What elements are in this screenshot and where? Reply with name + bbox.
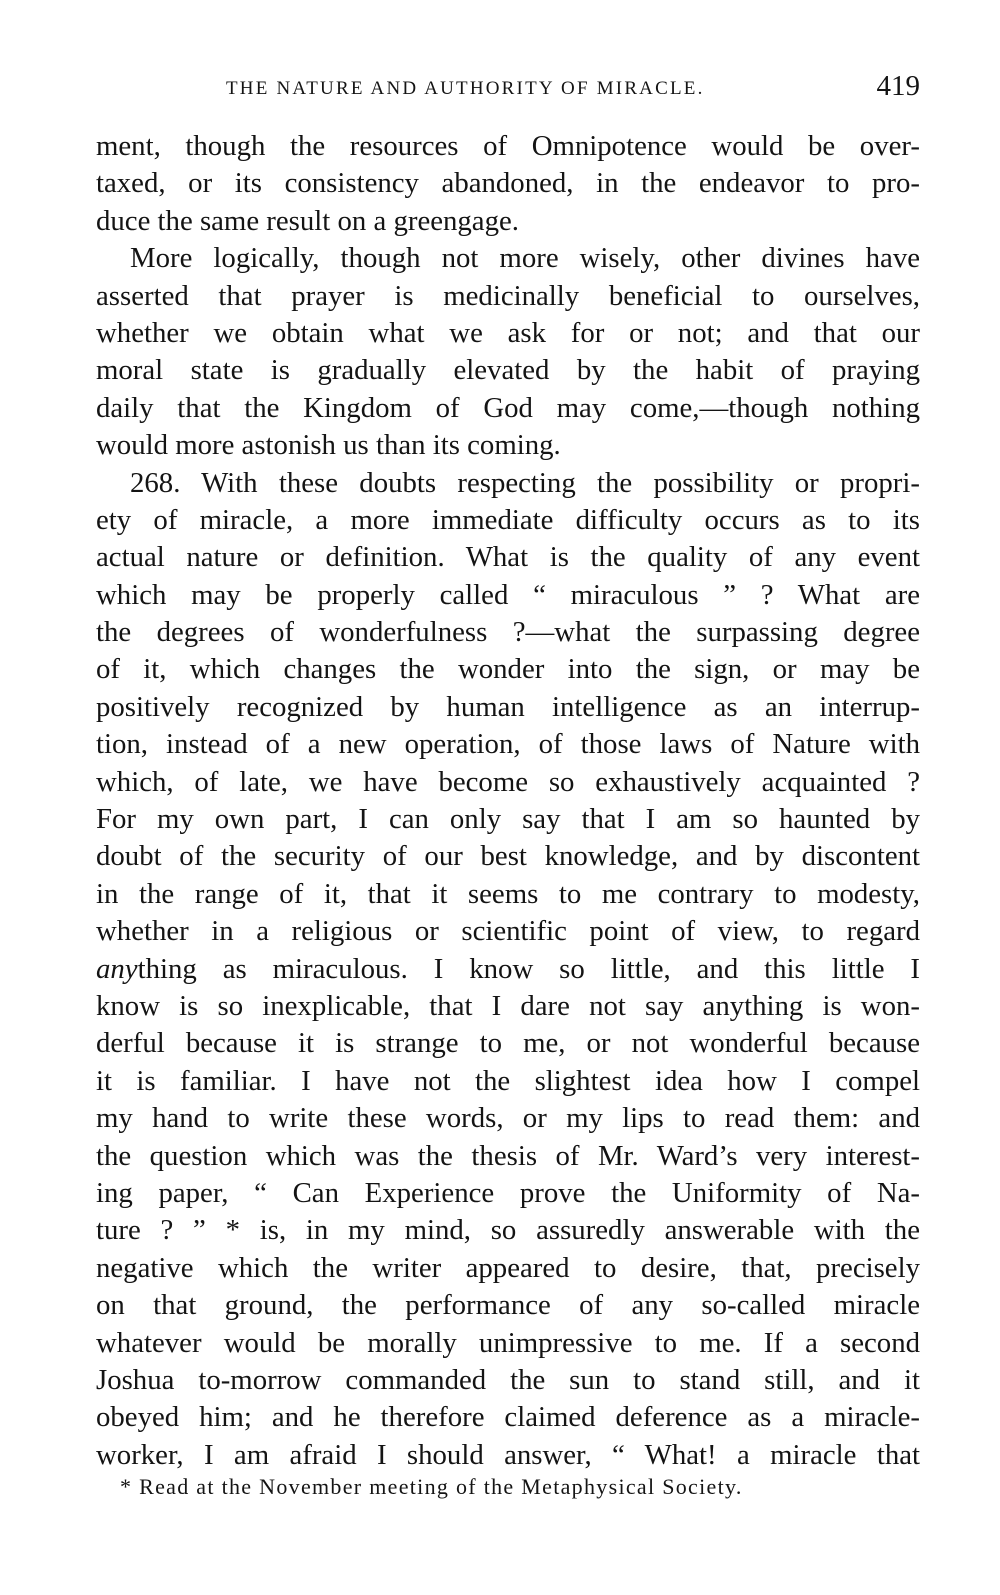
text-line: ety of miracle, a more immediate difficulty occurs as to its [96,503,920,536]
page-number: 419 [876,70,920,102]
text-line: of it, which changes the wonder into the sign, or may be [96,653,920,686]
footnote: * Read at the November meeting of the Metaphysical Society. [120,1474,743,1499]
text-line: it is familiar. I have not the slightest idea how I compel [96,1064,920,1097]
text-line: worker, I am afraid I should answer, “ What! a miracle that [96,1438,920,1471]
text-line: whether we obtain what we ask for or not; and that our [96,316,920,349]
text-line: More logically, though not more wisely, other divines have [130,242,920,275]
text-line: know is so inexplicable, that I dare not say anything is won- [96,989,920,1022]
text-line: For my own part, I can only say that I am so haunted by [96,803,920,836]
text-line: taxed, or its consistency abandoned, in the endeavor to pro- [96,167,920,200]
text-line: which may be properly called “ miraculous ” ? What are [96,578,920,611]
text-line: ment, though the resources of Omnipotence would be over- [96,130,920,162]
text-line: would more astonish us than its coming. [96,429,561,462]
text-line: derful because it is strange to me, or not wonderful because [96,1027,920,1060]
text-line: whether in a religious or scientific point of view, to regard [96,915,920,948]
text-line: the degrees of wonderfulness ?—what the surpassing degree [96,616,920,649]
text-line: daily that the Kingdom of God may come,—though nothing [96,391,920,424]
text-line: the question which was the thesis of Mr. Ward’s very interest- [96,1139,920,1172]
text-line: which, of late, we have become so exhaustively acquainted ? [96,765,920,798]
text-line: ing paper, “ Can Experience prove the Uniformity of Na- [96,1176,920,1209]
text-line: moral state is gradually elevated by the habit of praying [96,354,920,387]
text-line-with-italic [96,951,920,988]
italic-emphasis: any [96,952,138,985]
text-line: Joshua to-morrow commanded the sun to stand still, and it [96,1363,920,1396]
text-line: asserted that prayer is medicinally beneficial to ourselves, [96,279,920,312]
text-line: in the range of it, that it seems to me contrary to modesty, [96,877,920,910]
text-line: on that ground, the performance of any so-called miracle [96,1289,920,1322]
text-line: ture ? ” * is, in my mind, so assuredly answerable with the [96,1214,920,1247]
running-title: THE NATURE AND AUTHORITY OF MIRACLE. [226,78,705,99]
text-line: 268. With these doubts respecting the possibility or propri- [130,466,920,499]
text-line: actual nature or definition. What is the quality of any event [96,541,920,574]
text-line: positively recognized by human intelligence as an interrup- [96,690,920,723]
text-line-rest: thing as miraculous. I know so little, and this little I [137,952,920,985]
text-line: negative which the writer appeared to desire, that, precisely [96,1251,920,1284]
text-line: obeyed him; and he therefore claimed deference as a miracle- [96,1401,920,1434]
text-line: my hand to write these words, or my lips to read them: and [96,1102,920,1135]
text-line: doubt of the security of our best knowledge, and by discontent [96,840,920,873]
text-line: duce the same result on a greengage. [96,204,519,237]
text-line: whatever would be morally unimpressive to me. If a second [96,1326,920,1359]
body-text [96,128,920,1474]
running-head [96,70,920,110]
text-line: tion, instead of a new operation, of those laws of Nature with [96,728,920,761]
